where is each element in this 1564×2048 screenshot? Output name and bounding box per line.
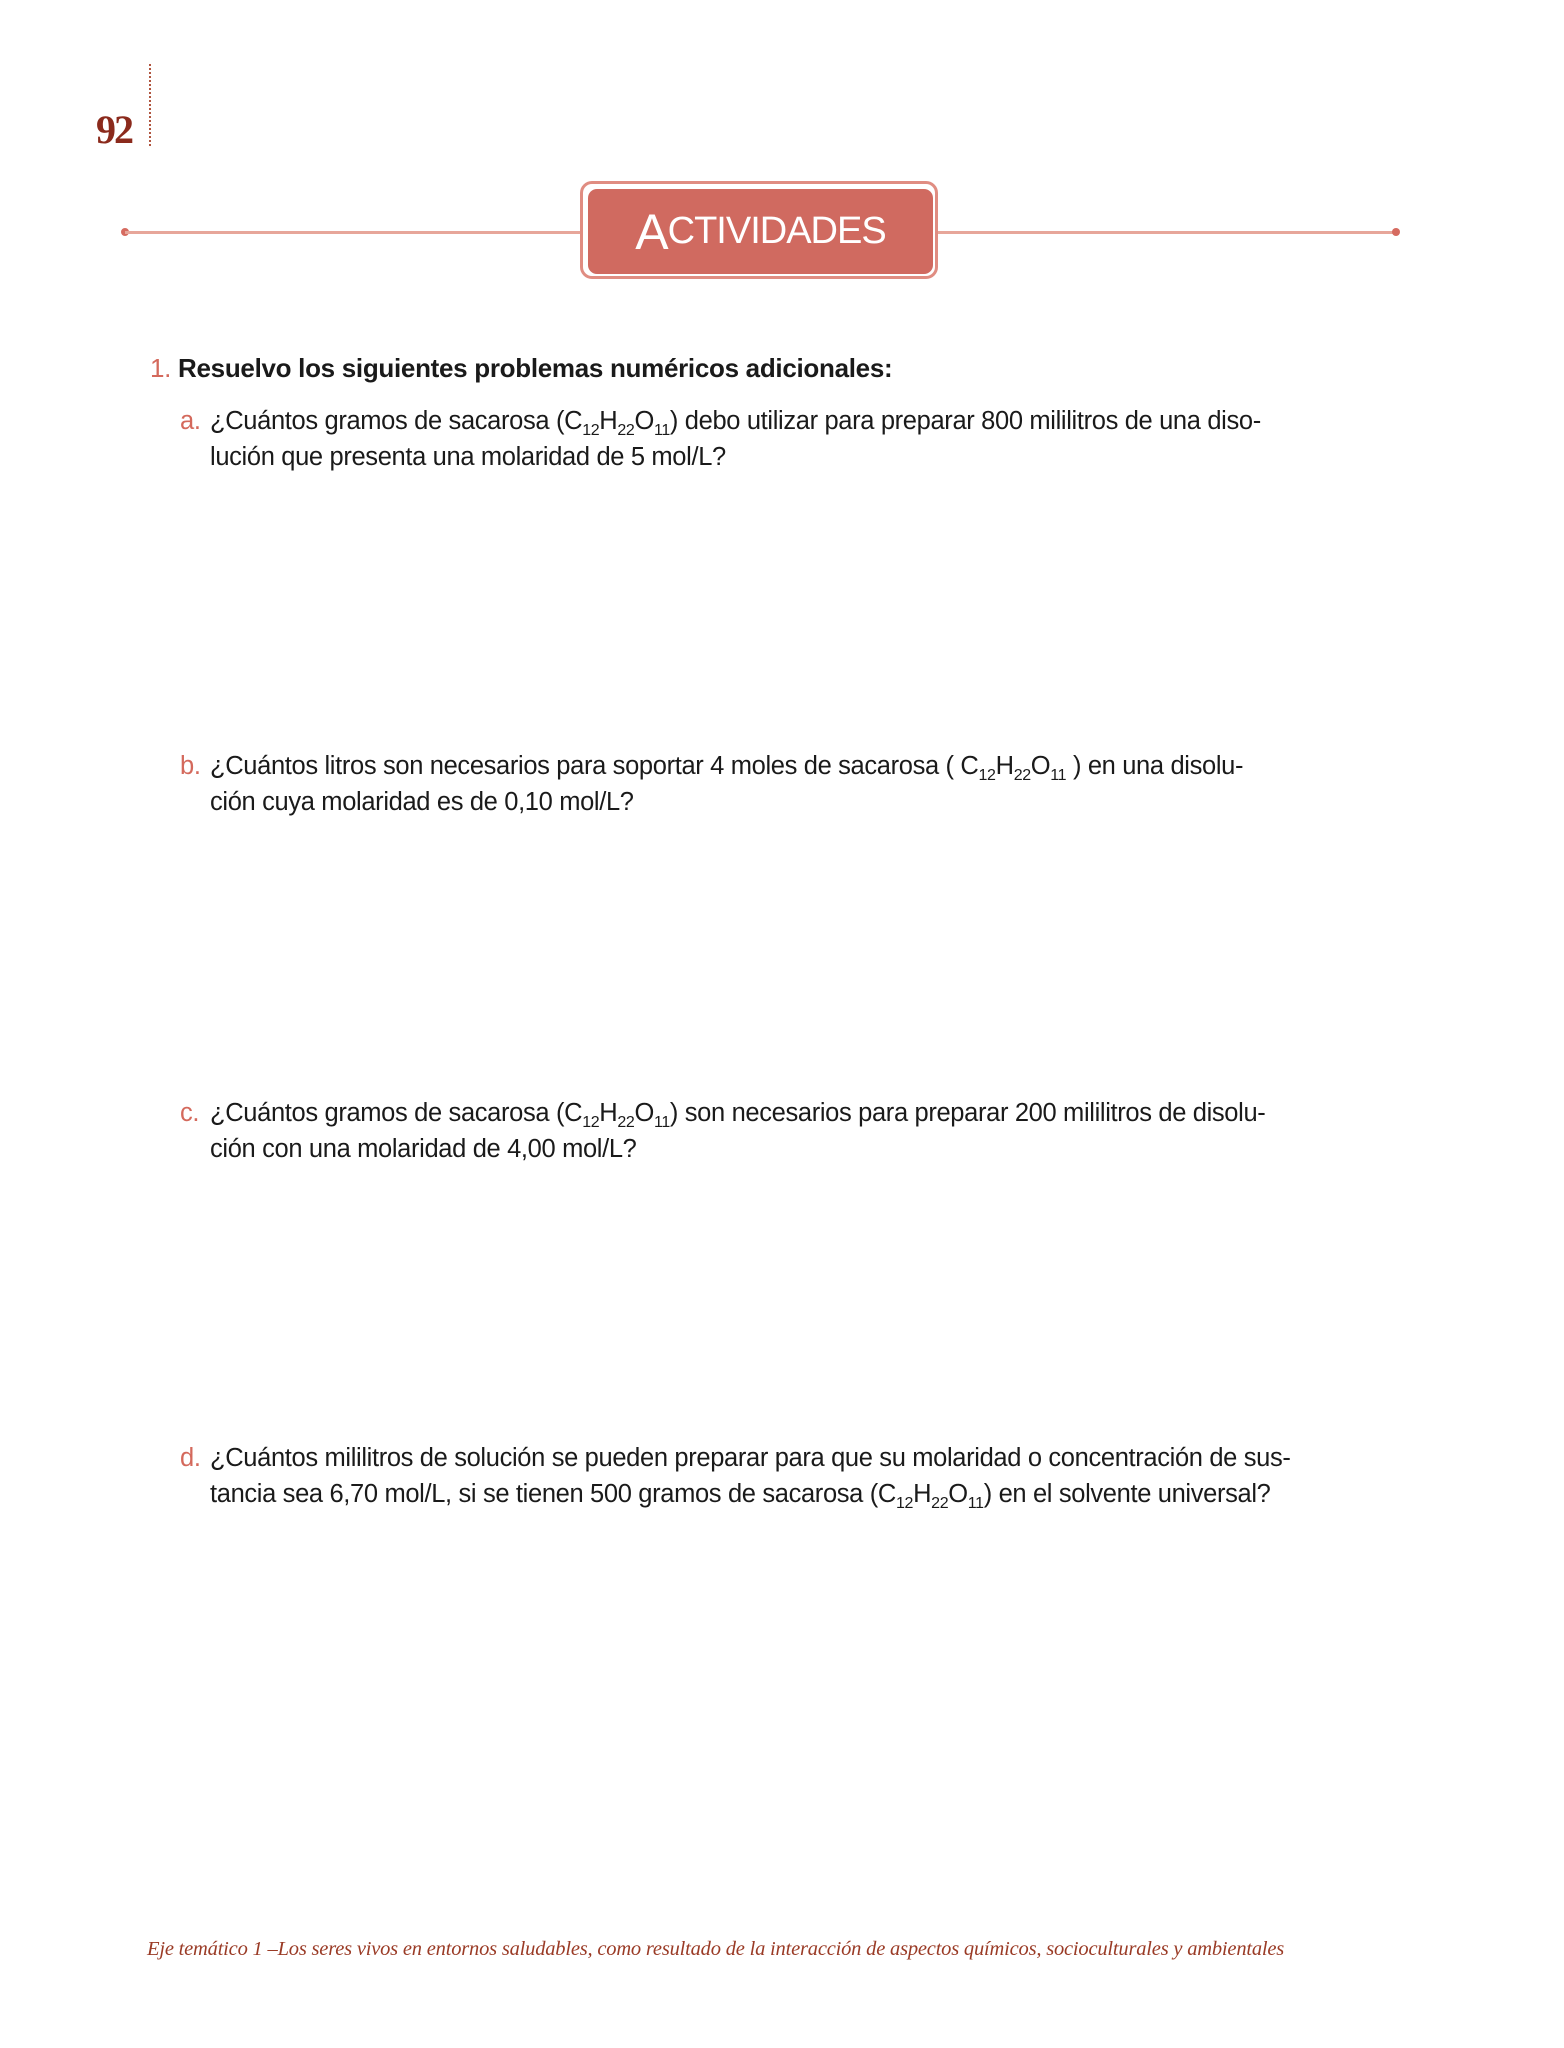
item-letter: c.: [180, 1099, 200, 1127]
question-text: Resuelvo los siguientes problemas numéricos adicionales:: [178, 353, 893, 383]
element-symbol: C: [960, 752, 979, 780]
line-end-dot: [1392, 228, 1400, 236]
header-rule-right: [938, 231, 1396, 234]
element-symbol: O: [634, 407, 654, 435]
subscript: 22: [617, 422, 635, 439]
item-text: tancia sea 6,70 mol/L, si se tienen 500 gramos de sacarosa (: [210, 1480, 878, 1508]
subquestion-d: [180, 1440, 1291, 1512]
subscript: 11: [1050, 767, 1067, 784]
subscript: 22: [931, 1495, 949, 1512]
item-text: ¿Cuántos gramos de sacarosa (: [210, 1099, 565, 1127]
item-text: ) son necesarios para preparar 200 mililitros de disolu-: [669, 1099, 1266, 1127]
footer-caption: Eje temático 1 –Los seres vivos en entornos saludables, como resultado de la interacción de aspectos químicos, socioculturales y ambientales: [147, 1938, 1285, 1960]
element-symbol: O: [634, 1099, 654, 1127]
subscript: 22: [617, 1114, 635, 1131]
item-letter: a.: [180, 407, 201, 435]
section-title-initial: A: [635, 203, 668, 260]
section-title: [588, 189, 933, 274]
sucrose-formula: [960, 752, 1067, 784]
element-symbol: O: [948, 1480, 968, 1508]
element-symbol: H: [599, 1099, 618, 1127]
sucrose-formula: [877, 1480, 984, 1512]
item-text: ) debo utilizar para preparar 800 mililitros de una diso-: [669, 407, 1261, 435]
element-symbol: O: [1030, 752, 1051, 780]
item-text: ¿Cuántos litros son necesarios para soportar 4 moles de sacarosa (: [210, 752, 961, 780]
item-text: ción con una molaridad de 4,00 mol/L?: [210, 1135, 637, 1163]
element-symbol: H: [995, 752, 1014, 780]
sucrose-formula: [564, 407, 670, 439]
item-letter: b.: [180, 752, 201, 780]
item-text: ¿Cuántos gramos de sacarosa (: [210, 407, 565, 435]
element-symbol: C: [877, 1480, 896, 1508]
subscript: 11: [967, 1495, 984, 1512]
subscript: 12: [582, 422, 600, 439]
subscript: 12: [895, 1495, 914, 1512]
subscript: 12: [978, 767, 996, 784]
element-symbol: C: [564, 407, 583, 435]
page-number: 92: [96, 107, 132, 152]
subscript: 11: [653, 422, 670, 439]
section-title-rest: CTIVIDADES: [667, 210, 886, 252]
element-symbol: C: [564, 1099, 583, 1127]
subscript: 22: [1013, 767, 1031, 784]
subscript: 12: [582, 1114, 600, 1131]
page-number-divider: [149, 64, 151, 146]
item-text: ) en el solvente universal?: [983, 1480, 1271, 1508]
item-letter: d.: [180, 1444, 201, 1472]
header-rule-left: [125, 231, 582, 234]
element-symbol: H: [913, 1480, 932, 1508]
item-text: lución que presenta una molaridad de 5 mol/L?: [210, 443, 726, 471]
element-symbol: H: [599, 407, 618, 435]
subquestion-b: [180, 748, 1243, 820]
item-text: ) en una disolu-: [1066, 752, 1244, 780]
subquestion-c: [180, 1095, 1265, 1167]
item-text-line2: [180, 1476, 1291, 1512]
subquestion-a: [180, 403, 1261, 475]
subscript: 11: [653, 1114, 670, 1131]
item-text: ción cuya molaridad es de 0,10 mol/L?: [210, 788, 634, 816]
question-1: [150, 353, 892, 384]
sucrose-formula: [564, 1099, 670, 1131]
item-text: ¿Cuántos mililitros de solución se pueden preparar para que su molaridad o concentración de sus-: [210, 1444, 1291, 1472]
question-number: 1.: [150, 353, 172, 383]
